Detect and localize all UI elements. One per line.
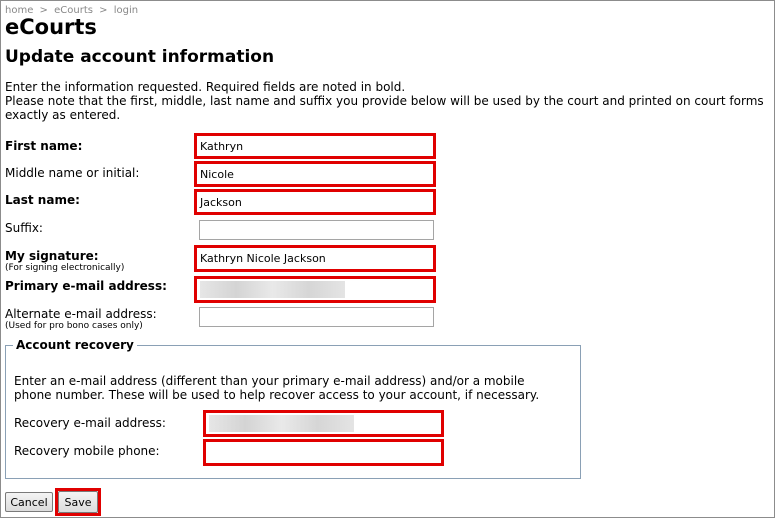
intro-name-note: Please note that the first, middle, last name and suffix you provide below will be used by the court and printed on court forms exactly as entered. — [5, 94, 764, 122]
account-recovery-legend: Account recovery — [13, 338, 137, 352]
primary-email-label: Primary e-mail address: — [5, 279, 167, 293]
save-highlight — [55, 488, 101, 516]
middle-name-input[interactable]: Nicole — [197, 164, 433, 184]
recovery-phone-label: Recovery mobile phone: — [14, 444, 160, 458]
intro-required-note: Enter the information requested. Required fields are noted in bold. — [5, 80, 406, 94]
last-name-highlight — [194, 189, 436, 215]
page-title: Update account information — [5, 47, 275, 67]
primary-email-highlight — [194, 276, 436, 303]
recovery-phone-highlight — [203, 439, 444, 466]
first-name-input[interactable]: Kathryn — [197, 136, 433, 156]
redacted-email — [209, 415, 354, 432]
save-button[interactable]: Save — [58, 491, 98, 513]
first-name-highlight — [194, 133, 436, 159]
suffix-label: Suffix: — [5, 221, 43, 235]
breadcrumb-separator: > — [99, 5, 108, 16]
signature-input[interactable]: Kathryn Nicole Jackson — [197, 248, 433, 269]
alternate-email-label: Alternate e-mail address: — [5, 307, 157, 321]
breadcrumb-home-link[interactable]: home — [5, 5, 34, 16]
brand-title: eCourts — [5, 15, 97, 39]
breadcrumb-ecourts-link[interactable]: eCourts — [54, 5, 93, 16]
middle-name-highlight — [194, 161, 436, 187]
cancel-button[interactable]: Cancel — [5, 492, 53, 512]
middle-name-label: Middle name or initial: — [5, 166, 140, 180]
last-name-label: Last name: — [5, 193, 80, 207]
recovery-phone-input[interactable] — [206, 442, 441, 463]
recovery-description-line2: phone number. These will be used to help recover access to your account, if necessary. — [14, 388, 540, 402]
recovery-email-highlight — [203, 410, 444, 437]
recovery-email-input[interactable] — [206, 413, 441, 434]
intro-text — [5, 80, 773, 122]
alternate-email-input[interactable] — [199, 307, 434, 327]
signature-highlight — [194, 245, 436, 272]
signature-sublabel: (For signing electronically) — [5, 263, 125, 273]
first-name-label: First name: — [5, 139, 83, 153]
suffix-input[interactable] — [199, 220, 434, 240]
alternate-email-sublabel: (Used for pro bono cases only) — [5, 321, 143, 331]
redacted-email — [200, 281, 345, 298]
signature-label: My signature: — [5, 249, 99, 263]
last-name-input[interactable]: Jackson — [197, 192, 433, 212]
recovery-email-label: Recovery e-mail address: — [14, 416, 166, 430]
breadcrumb-login: login — [113, 5, 139, 16]
recovery-description-line1: Enter an e-mail address (different than your primary e-mail address) and/or a mobile — [14, 374, 525, 388]
primary-email-input[interactable] — [197, 279, 433, 300]
breadcrumb-separator: > — [39, 5, 48, 16]
